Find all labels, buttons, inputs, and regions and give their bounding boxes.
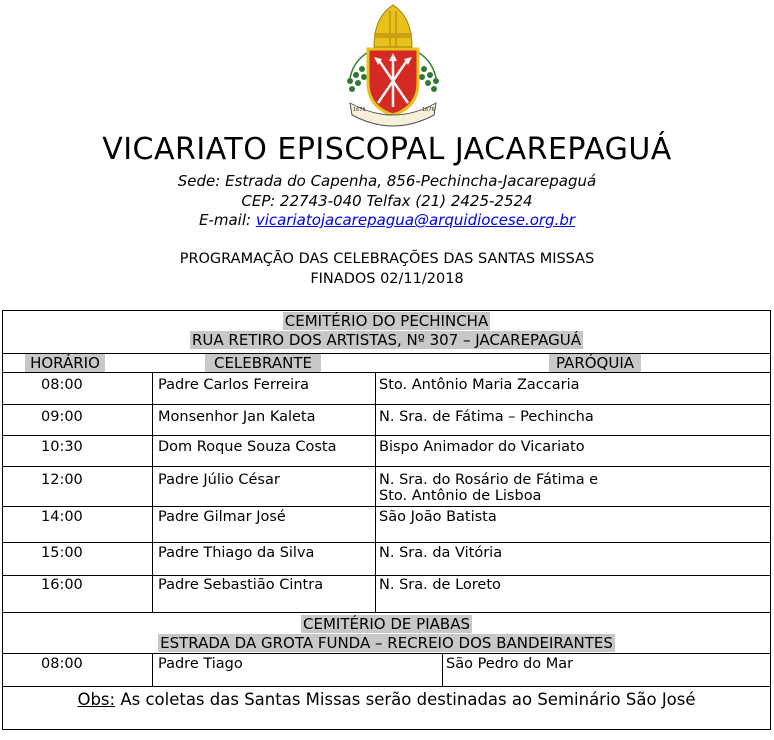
obs-note [3,689,770,711]
shield-icon [368,49,418,115]
divider [3,653,770,654]
row-celebrant: Padre Sebastião Cintra [158,577,324,593]
row-celebrant: Padre Gilmar José [158,509,286,525]
row-time: 08:00 [41,377,83,393]
obs-text: As coletas das Santas Missas serão destinadas ao Seminário São José [115,690,696,709]
divider [3,542,770,543]
page-title: VICARIATO EPISCOPAL JACAREPAGUÁ [102,132,672,167]
divider [3,506,770,507]
divider [442,653,443,686]
email-line [0,210,774,230]
col-horario: HORÁRIO [25,354,105,372]
svg-text:1676: 1676 [422,107,435,113]
section1-name: CEMITÉRIO DO PECHINCHA [284,312,489,330]
archdiocese-crest [344,3,442,131]
divider [3,353,770,354]
program-date: FINADOS 02/11/2018 [310,271,464,287]
divider [3,404,770,405]
row-parish: N. Sra. do Rosário de Fátima e [379,472,599,488]
row-parish: Sto. Antônio Maria Zaccaria [379,377,580,393]
divider [3,575,770,576]
row-parish: Bispo Animador do Vicariato [379,439,585,455]
row-parish: N. Sra. de Loreto [379,577,501,593]
email-label: E-mail: [198,211,256,229]
divider [3,612,770,613]
row-time: 14:00 [41,509,83,525]
row-time: 16:00 [41,577,83,593]
row-celebrant: Dom Roque Souza Costa [158,439,337,455]
row-celebrant: Monsenhor Jan Kaleta [158,409,316,425]
divider [152,372,153,612]
row-celebrant: Padre Carlos Ferreira [158,377,310,393]
row-celebrant: Padre Tiago [158,656,243,672]
row-parish-line2: Sto. Antônio de Lisboa [379,488,542,504]
row-time: 10:30 [41,439,83,455]
email-link[interactable]: vicariatojacarepagua@arquidiocese.org.br [255,211,576,229]
row-time: 08:00 [41,656,83,672]
divider [3,372,770,373]
row-parish: São João Batista [379,509,497,525]
row-parish: N. Sra. de Fátima – Pechincha [379,409,594,425]
row-celebrant: Padre Júlio César [158,472,280,488]
row-parish: São Pedro do Mar [446,656,574,672]
obs-label: Obs: [77,690,116,709]
section2-address: ESTRADA DA GROTA FUNDA – RECREIO DOS BANDEIRANTES [160,634,613,652]
divider [152,653,153,686]
section1-address: RUA RETIRO DOS ARTISTAS, Nº 307 – JACAREPAGUÁ [191,331,582,349]
program-title: PROGRAMAÇÃO DAS CELEBRAÇÕES DAS SANTAS MISSAS [179,251,595,267]
row-time: 09:00 [41,409,83,425]
svg-text:1676: 1676 [353,107,366,113]
divider [3,466,770,467]
divider [3,686,770,687]
row-parish: N. Sra. da Vitória [379,545,503,561]
divider [375,372,376,612]
mitre-icon [374,5,412,47]
section2-name: CEMITÉRIO DE PIABAS [303,615,470,633]
address-line: Sede: Estrada do Capenha, 856-Pechincha-Jacarepaguá [177,172,597,190]
row-time: 15:00 [41,545,83,561]
row-celebrant: Padre Thiago da Silva [158,545,315,561]
cep-line: CEP: 22743-040 Telfax (21) 2425-2524 [241,192,533,210]
divider [3,435,770,436]
row-time: 12:00 [41,472,83,488]
schedule-table [2,310,771,730]
col-celebrante: CELEBRANTE [205,354,321,372]
col-paroquia: PARÓQUIA [549,354,641,372]
